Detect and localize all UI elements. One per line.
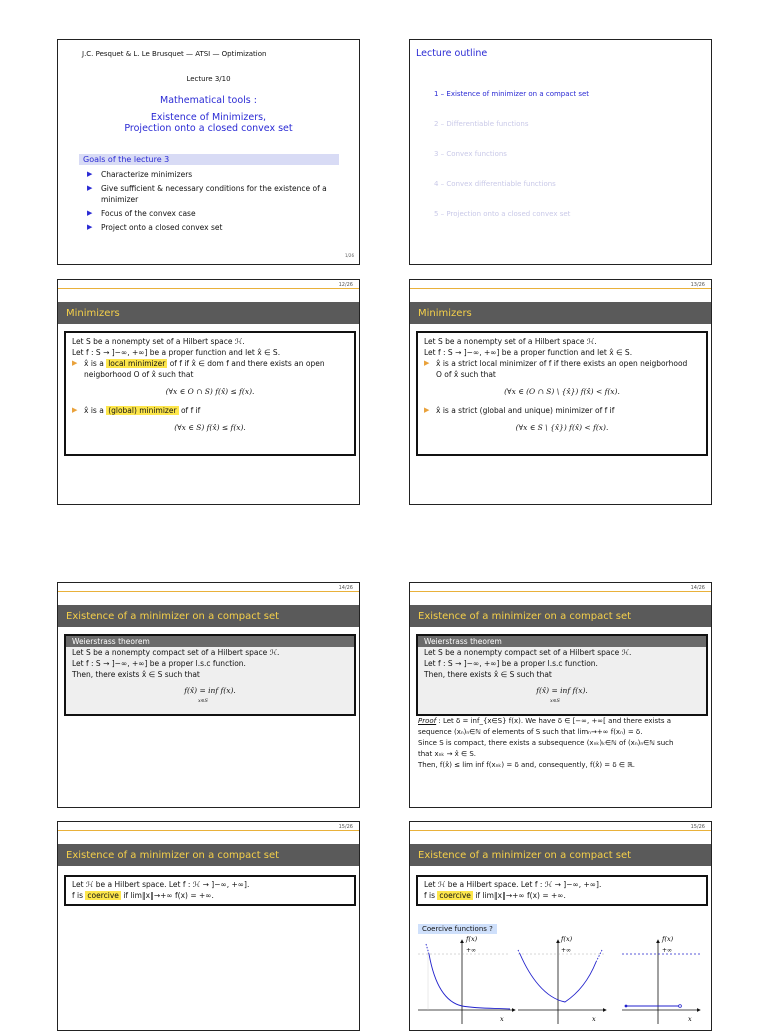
bullet-icon: ▶ [87, 170, 93, 178]
goals-title: Goals of the lecture 3 [79, 154, 339, 165]
theorem-title: Weierstrass theorem [418, 636, 706, 647]
coercive-definition-box [416, 875, 708, 906]
theorem-title: Weierstrass theorem [66, 636, 354, 647]
bullet-icon: ▶ [424, 359, 430, 367]
theorem-line1: Let S be a nonempty compact set of a Hilbert space ℋ. [424, 648, 632, 657]
graph-3-fx-label: f(x) [662, 935, 674, 943]
bullet-strict-global: ▶ x̂ is a strict (global and unique) minimizer of f if [424, 406, 615, 415]
coercive-line2: f is coercive if lim‖x‖→+∞ f(x) = +∞. [72, 891, 214, 900]
outline-item-2: 2 – Differentiable functions [434, 120, 529, 128]
page-number: 13/26 [690, 282, 705, 288]
theorem-equation: f(x̂) = inf f(x). x∈S [536, 686, 588, 704]
graph-3-x-label: x [688, 1015, 692, 1023]
page-number: 1/26 [345, 253, 354, 258]
proof-text: Proof : Let δ = inf_{x∈S} f(x). We have δ ∈ [−∞, +∞[ and there exists a sequence (xₙ)ₙ∈ℕ of elements of S such that limₙ→+∞ f(xₙ) = δ. Since S is compact, there exists a subsequence (xₙₖ)ₖ∈ℕ of (xₙ)ₙ∈ℕ such that xₙₖ → x̂ ∈ S. Then, f(x̂) ≤ lim inf f(xₙₖ) = δ and, consequently, f(x̂) = δ ∈ ℝ. [418, 717, 674, 769]
bullet-icon: ▶ [424, 406, 430, 414]
definition-line1: Let S be a nonempty set of a Hilbert space ℋ. [72, 337, 245, 346]
bullet-strict-local-line2: O of x̂ such that [436, 370, 496, 379]
outline-item-1: 1 – Existence of minimizer on a compact set [434, 90, 590, 98]
slide-weierstrass-proof [409, 582, 712, 808]
definition-line1: Let S be a nonempty set of a Hilbert space ℋ. [424, 337, 597, 346]
slide-title: Existence of a minimizer on a compact set [410, 605, 711, 627]
graph-1-x-label: x [500, 1015, 504, 1023]
goal-item: ▶ Project onto a closed convex set [87, 223, 223, 232]
page-number: 14/26 [338, 585, 353, 591]
theorem-line1: Let S be a nonempty compact set of a Hilbert space ℋ. [72, 648, 280, 657]
graph-1 [418, 935, 515, 1024]
theorem-line3: Then, there exists x̂ ∈ S such that [72, 670, 200, 679]
theorem-line3: Then, there exists x̂ ∈ S such that [424, 670, 552, 679]
slide-outline [409, 39, 712, 265]
graph-1-fx-label: f(x) [466, 935, 478, 943]
coercive-line2: f is coercive if lim‖x‖→+∞ f(x) = +∞. [424, 891, 566, 900]
theorem-line2: Let f : S → ]−∞, +∞] be a proper l.s.c function. [424, 659, 598, 668]
page-number: 14/26 [690, 585, 705, 591]
top-rule [410, 822, 711, 831]
graph-3-endpoint-right [679, 1005, 682, 1008]
outline-item-3: 3 – Convex functions [434, 150, 507, 158]
graph-2 [518, 935, 606, 1024]
page-number: 12/26 [338, 282, 353, 288]
slide-title: Existence of a minimizer on a compact set [410, 844, 711, 866]
global-min-equation: (∀x ∈ S) f(x̂) ≤ f(x). [174, 423, 246, 432]
slide-title: Existence of a minimizer on a compact set [58, 605, 359, 627]
bullet-icon: ▶ [72, 359, 78, 367]
definition-line2: Let f : S → ]−∞, +∞] be a proper function and let x̂ ∈ S. [424, 348, 633, 357]
coercive-line1: Let ℋ be a Hilbert space. Let f : ℋ → ]−∞, +∞]. [424, 880, 602, 889]
bullet-icon: ▶ [72, 406, 78, 414]
goal-item: ▶ Characterize minimizers [87, 170, 193, 179]
top-rule [58, 822, 359, 831]
outline-item-5: 5 – Projection onto a closed convex set [434, 210, 571, 218]
graph-3 [622, 935, 700, 1024]
bullet-strict-local: ▶ x̂ is a strict local minimizer of f if there exists an open neigborhood [424, 359, 688, 368]
coercive-question: Coercive functions ? [418, 924, 497, 934]
graph-3-endpoint-left [625, 1005, 628, 1008]
coercive-graphs [410, 932, 712, 1031]
goal-item: ▶ Focus of the convex case [87, 209, 196, 218]
coercive-term: coercive [439, 891, 471, 900]
slide-strict-minimizers [409, 279, 712, 505]
slide-title: Minimizers [410, 302, 711, 324]
theorem-equation: f(x̂) = inf f(x). x∈S [184, 686, 236, 704]
global-minimizer-term: (global) minimizer [108, 406, 177, 415]
strict-global-equation: (∀x ∈ S \ {x̂}) f(x̂) < f(x). [515, 423, 609, 432]
coercive-line1: Let ℋ be a Hilbert space. Let f : ℋ → ]−∞, +∞]. [72, 880, 250, 889]
bullet-icon: ▶ [87, 209, 93, 217]
coercive-term: coercive [87, 891, 119, 900]
theorem-line2: Let f : S → ]−∞, +∞] be a proper l.s.c function. [72, 659, 246, 668]
graph-1-inf-label: +∞ [466, 947, 477, 954]
local-min-equation: (∀x ∈ O ∩ S) f(x̂) ≤ f(x). [165, 387, 255, 396]
slide-title [57, 39, 360, 265]
graph-3-inf-label: +∞ [662, 947, 673, 954]
slide-minimizers [57, 279, 360, 505]
top-rule [410, 583, 711, 592]
goals-list [79, 165, 339, 233]
slide-title: Minimizers [58, 302, 359, 324]
definition-line2: Let f : S → ]−∞, +∞] be a proper function and let x̂ ∈ S. [72, 348, 281, 357]
bullet-local: ▶ x̂ is a local minimizer of f if x̂ ∈ dom f and there exists an open [72, 359, 325, 368]
page-number: 15/26 [338, 824, 353, 830]
definition-box [416, 331, 708, 456]
goal-item: ▶ Give sufficient & necessary conditions for the existence of a minimizer [87, 184, 327, 204]
outline-title: Lecture outline [416, 48, 488, 59]
graph-2-fx-label: f(x) [561, 935, 573, 943]
top-rule [410, 280, 711, 289]
coercive-definition-box [64, 875, 356, 906]
top-rule [58, 280, 359, 289]
slide-title-line1: Mathematical tools : [160, 95, 257, 106]
theorem-box [64, 634, 356, 716]
slide-coercive [57, 821, 360, 1031]
slide-header: J.C. Pesquet & L. Le Brusquet — ATSI — Optimization [82, 50, 267, 58]
slide-title: Existence of a minimizer on a compact set [58, 844, 359, 866]
strict-local-equation: (∀x ∈ (O ∩ S) \ {x̂}) f(x̂) < f(x). [504, 387, 620, 396]
theorem-box [416, 634, 708, 716]
slide-coercive-examples [409, 821, 712, 1031]
slide-title-line2: Existence of Minimizers, [150, 112, 267, 123]
bullet-icon: ▶ [87, 184, 93, 192]
bullet-local-line2: neigborhood O of x̂ such that [84, 370, 194, 379]
outline-item-4: 4 – Convex differentiable functions [434, 180, 556, 188]
page-number: 15/26 [690, 824, 705, 830]
graph-2-x-label: x [592, 1015, 596, 1023]
lecture-number: Lecture 3/10 [186, 75, 231, 83]
proof-label: Proof [418, 717, 437, 725]
bullet-global: ▶ x̂ is a (global) minimizer of f if [72, 406, 201, 415]
goals-block [79, 154, 339, 233]
graph-2-inf-label: +∞ [561, 947, 572, 954]
top-rule [58, 583, 359, 592]
definition-box [64, 331, 356, 456]
local-minimizer-term: local minimizer [108, 359, 166, 368]
slide-title-line3: Projection onto a closed convex set [124, 123, 293, 134]
slide-weierstrass [57, 582, 360, 808]
bullet-icon: ▶ [87, 223, 93, 231]
